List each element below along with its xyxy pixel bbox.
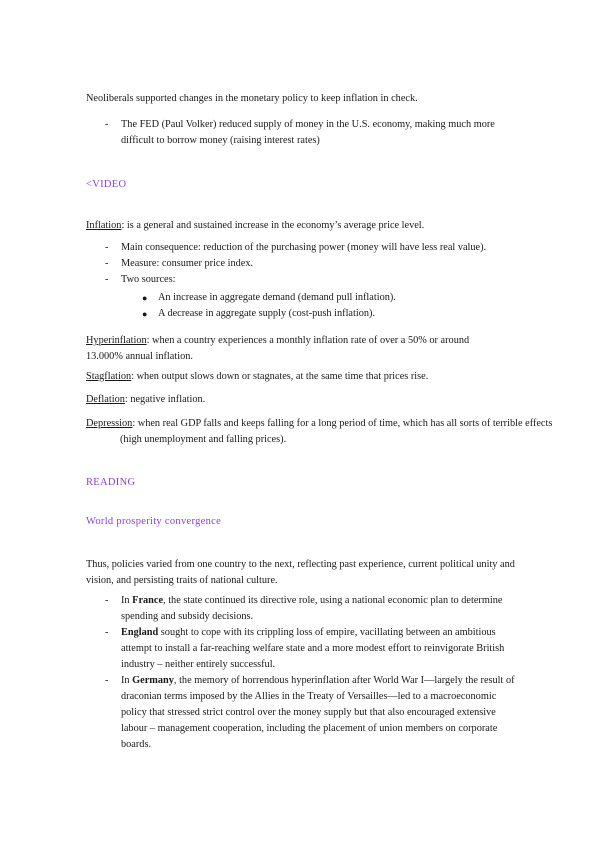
england-item <box>121 625 521 673</box>
source-supply: A decrease in aggregate supply (cost-push inflation). <box>158 308 376 319</box>
dash-marker: - <box>105 119 109 130</box>
sub-list-item <box>0 290 600 306</box>
video-heading: <VIDEO <box>86 179 127 190</box>
france-prefix: In <box>121 595 133 606</box>
depression-definition: : when real GDP falls and keeps falling for a long period of time, which has all sorts of terrible effects (high unemployment and falling prices). <box>120 418 553 445</box>
depression-paragraph <box>86 416 566 448</box>
bullet-marker: ● <box>142 309 148 319</box>
list-item <box>0 673 600 753</box>
inflation-item-measure: Measure: consumer price index. <box>121 258 254 269</box>
hyperinflation-definition: : when a country experiences a monthly inflation rate of over a 50% or around 13.000% annual inflation. <box>86 335 470 362</box>
countries-list <box>0 593 600 753</box>
england-label: England <box>121 627 159 638</box>
list-item <box>0 625 600 673</box>
dash-marker: - <box>105 242 109 253</box>
germany-text: , the memory of horrendous hyperinflation after World War I—largely the result of draconian terms imposed by the Allies in the Treaty of Versailles—led to a macroeconomic policy that stressed strict control over the money supply but that also encouraged extensive labour – management cooperation, including the placement of union members on corporate boards. <box>121 675 515 750</box>
deflation-term: Deflation <box>86 394 125 405</box>
fed-item-text: The FED (Paul Volker) reduced supply of money in the U.S. economy, making much more difficult to borrow money (raising interest rates) <box>121 119 495 146</box>
deflation-paragraph <box>86 392 526 408</box>
dash-marker: - <box>105 274 109 285</box>
source-demand: An increase in aggregate demand (demand pull inflation). <box>158 292 396 303</box>
world-prosperity-subheading: World prosperity convergence <box>86 516 222 527</box>
depression-term: Depression <box>86 418 133 429</box>
france-label: France <box>132 595 164 606</box>
sub-list-item <box>0 306 600 322</box>
germany-label: Germany <box>132 675 174 686</box>
germany-prefix: In <box>121 675 133 686</box>
germany-item <box>121 673 521 753</box>
bullet-marker: ● <box>142 293 148 303</box>
intro-paragraph: Neoliberals supported changes in the monetary policy to keep inflation in check. <box>86 93 418 104</box>
france-text: , the state continued its directive role, using a national economic plan to determine spending and subsidy decisions. <box>121 595 503 622</box>
inflation-paragraph <box>86 218 526 234</box>
list-item <box>0 240 600 256</box>
list-item <box>0 117 600 149</box>
fed-list <box>0 117 600 149</box>
dash-marker: - <box>105 595 109 606</box>
hyperinflation-paragraph <box>86 333 506 365</box>
list-item <box>0 272 600 288</box>
inflation-item-sources: Two sources: <box>121 274 176 285</box>
dash-marker: - <box>105 627 109 638</box>
list-item <box>0 256 600 272</box>
dash-marker: - <box>105 675 109 686</box>
list-item <box>0 593 600 625</box>
inflation-definition: : is a general and sustained increase in the economy’s average price level. <box>121 220 425 231</box>
inflation-term: Inflation <box>86 220 122 231</box>
dash-marker: - <box>105 258 109 269</box>
reading-intro-paragraph: Thus, policies varied from one country to the next, reflecting past experience, current political unity and vision, and persisting traits of national culture. <box>86 559 515 586</box>
stagflation-term: Stagflation <box>86 371 132 382</box>
reading-heading: READING <box>86 477 136 488</box>
england-text: sought to cope with its crippling loss of empire, vacillating between an ambitious attempt to install a far-reaching welfare state and a more modest effort to reinvigorate British industry – neither entirely successful. <box>121 627 505 670</box>
stagflation-paragraph <box>86 369 526 385</box>
inflation-list <box>0 240 600 322</box>
deflation-definition: : negative inflation. <box>124 394 206 405</box>
inflation-item-consequence: Main consequence: reduction of the purchasing power (money will have less real value). <box>121 242 487 253</box>
france-item <box>121 593 521 625</box>
hyperinflation-term: Hyperinflation <box>86 335 147 346</box>
stagflation-definition: : when output slows down or stagnates, at the same time that prices rise. <box>131 371 429 382</box>
